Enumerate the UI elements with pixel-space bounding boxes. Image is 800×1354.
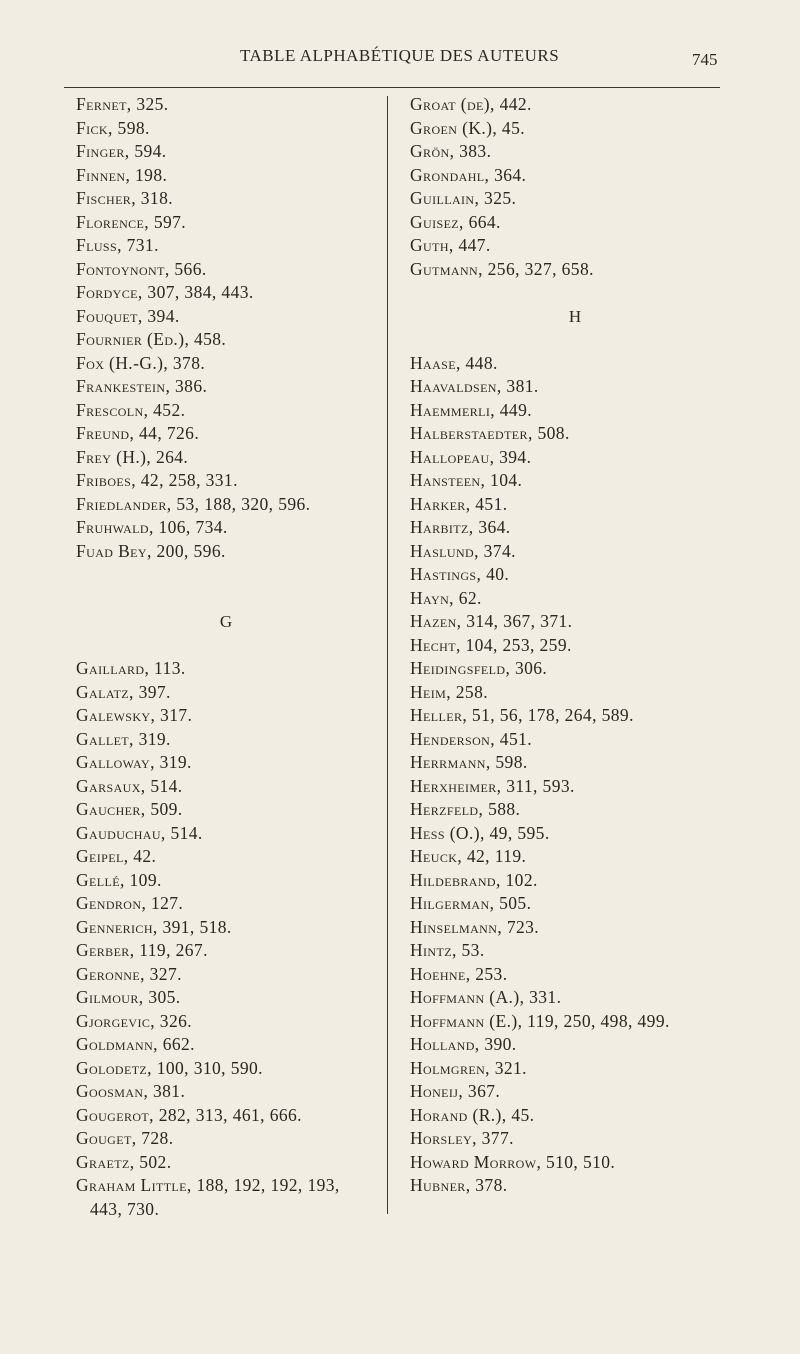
index-entry: Horand (R.), 45. (410, 1104, 535, 1125)
index-entry: Garsaux, 514. (76, 775, 183, 796)
index-entry: Goosman, 381. (76, 1081, 186, 1101)
index-entry: Fuad Bey, 200, 596. (76, 540, 226, 561)
index-entry: Finger, 594. (76, 141, 167, 161)
index-entry: Goldmann, 662. (76, 1034, 195, 1054)
index-entry: Horsley, 377. (410, 1128, 514, 1148)
index-entry: Grön, 383. (410, 141, 492, 161)
index-entry: Grondahl, 364. (410, 164, 527, 185)
index-entry: Gallet, 319. (76, 728, 171, 749)
g-entries-list-continued (410, 93, 740, 281)
index-entry: Hallopeau, 394. (410, 446, 532, 467)
index-entry: Heim, 258. (410, 681, 489, 702)
running-title: TABLE ALPHABÉTIQUE DES AUTEURS (240, 46, 560, 65)
index-entry: Geipel, 42. (76, 846, 157, 866)
index-entry: Hinselmann, 723. (410, 916, 540, 937)
page-number: 745 (692, 50, 718, 69)
index-entry: Golodetz, 100, 310, 590. (76, 1057, 263, 1078)
index-entry: Galewsky, 317. (76, 705, 193, 725)
index-entry: Gjorgevic, 326. (76, 1010, 193, 1031)
index-entry: Howard Morrow, 510, 510. (410, 1151, 616, 1172)
index-entry: Guisez, 664. (410, 211, 501, 232)
index-entry: Gerber, 119, 267. (76, 940, 208, 960)
index-entry: Groat (de), 442. (410, 94, 532, 114)
index-entry: Harker, 451. (410, 493, 508, 514)
index-entry: Henderson, 451. (410, 728, 533, 749)
index-entry: Fischer, 318. (76, 188, 173, 208)
index-entry: Fernet, 325. (76, 94, 169, 114)
index-entry: Guth, 447. (410, 235, 491, 255)
index-entry: Graetz, 502. (76, 1151, 172, 1172)
index-entry: Haslund, 374. (410, 540, 516, 561)
section-letter-h: H (568, 306, 582, 326)
index-entry: Friboes, 42, 258, 331. (76, 470, 238, 490)
h-entries-list (410, 352, 740, 1198)
index-entry: Frankestein, 386. (76, 376, 208, 396)
index-entry: Graham Little, 188, 192, 192, 193, (76, 1175, 340, 1195)
index-entry: Holland, 390. (410, 1034, 517, 1054)
index-entry: Fournier (Ed.), 458. (76, 329, 227, 349)
index-entry: Gauduchau, 514. (76, 822, 203, 843)
index-entry: Freund, 44, 726. (76, 423, 200, 443)
right-column (410, 93, 740, 1198)
index-entry: Halberstaedter, 508. (410, 423, 570, 443)
index-entry: Herrmann, 598. (410, 752, 528, 772)
index-entry: Frey (H.), 264. (76, 446, 189, 467)
section-letter-g: G (219, 612, 233, 631)
index-entry: Gouget, 728. (76, 1128, 174, 1148)
index-entry: Harbitz, 364. (410, 517, 511, 537)
index-entry: Hecht, 104, 253, 259. (410, 634, 572, 655)
index-entry: Haemmerli, 449. (410, 399, 533, 420)
index-entry: Florence, 597. (76, 211, 187, 232)
index-entry: Fontoynont, 566. (76, 258, 207, 279)
page-header (0, 44, 800, 80)
index-entry: Hoffmann (A.), 331. (410, 987, 562, 1007)
index-entry: Holmgren, 321. (410, 1057, 527, 1078)
index-entry: Fouquet, 394. (76, 305, 180, 326)
index-entry: Hastings, 40. (410, 564, 510, 584)
index-entry: Fordyce, 307, 384, 443. (76, 282, 254, 302)
index-entry: Friedlander, 53, 188, 320, 596. (76, 493, 311, 514)
index-entry: Heuck, 42, 119. (410, 846, 527, 866)
g-entries-list (76, 657, 376, 1198)
column-divider (387, 96, 388, 1214)
index-entry: Hoffmann (E.), 119, 250, 498, 499. (410, 1010, 670, 1031)
index-entry: Hess (O.), 49, 595. (410, 822, 550, 843)
index-entry: Finnen, 198. (76, 164, 168, 185)
index-entry: Herxheimer, 311, 593. (410, 775, 575, 796)
index-entry: Hansteen, 104. (410, 470, 523, 490)
index-entry: Galatz, 397. (76, 681, 171, 702)
index-entry: Groen (K.), 45. (410, 117, 525, 138)
index-entry: Fluss, 731. (76, 235, 159, 255)
index-entry: Heller, 51, 56, 178, 264, 589. (410, 705, 634, 725)
index-entry: Hoehne, 253. (410, 963, 508, 984)
index-entry: Fox (H.-G.), 378. (76, 352, 206, 373)
index-entry: Hayn, 62. (410, 587, 482, 608)
index-entry: Haavaldsen, 381. (410, 376, 539, 396)
index-entry: Fick, 598. (76, 117, 150, 138)
index-entry: Herzfeld, 588. (410, 799, 521, 819)
f-entries-list (76, 93, 376, 563)
index-entry: Hildebrand, 102. (410, 869, 538, 890)
index-entry: Gougerot, 282, 313, 461, 666. (76, 1104, 302, 1125)
index-entry: Hazen, 314, 367, 371. (410, 611, 573, 631)
index-entry: Gellé, 109. (76, 869, 162, 890)
left-column (76, 93, 376, 1221)
index-entry: Heidingsfeld, 306. (410, 658, 548, 678)
index-entry: Gaillard, 113. (76, 658, 186, 678)
index-entry: Frescoln, 452. (76, 399, 186, 420)
index-entry: Gennerich, 391, 518. (76, 916, 232, 937)
index-entry: Fruhwald, 106, 734. (76, 517, 228, 537)
header-rule (64, 87, 720, 88)
index-entry: Hubner, 378. (410, 1175, 508, 1195)
index-entry: Gutmann, 256, 327, 658. (410, 258, 594, 279)
index-entry: Gilmour, 305. (76, 987, 181, 1007)
index-entry: Geronne, 327. (76, 963, 182, 984)
index-entry: Galloway, 319. (76, 752, 192, 772)
index-entry: Haase, 448. (410, 352, 498, 373)
index-entry: Hilgerman, 505. (410, 893, 532, 913)
index-entry: Honeij, 367. (410, 1081, 501, 1101)
index-entry: Guillain, 325. (410, 188, 517, 208)
index-entry: Gaucher, 509. (76, 799, 183, 819)
index-entry-continuation: 443, 730. (90, 1198, 160, 1219)
index-entry: Hintz, 53. (410, 940, 485, 960)
index-entry: Gendron, 127. (76, 893, 184, 913)
